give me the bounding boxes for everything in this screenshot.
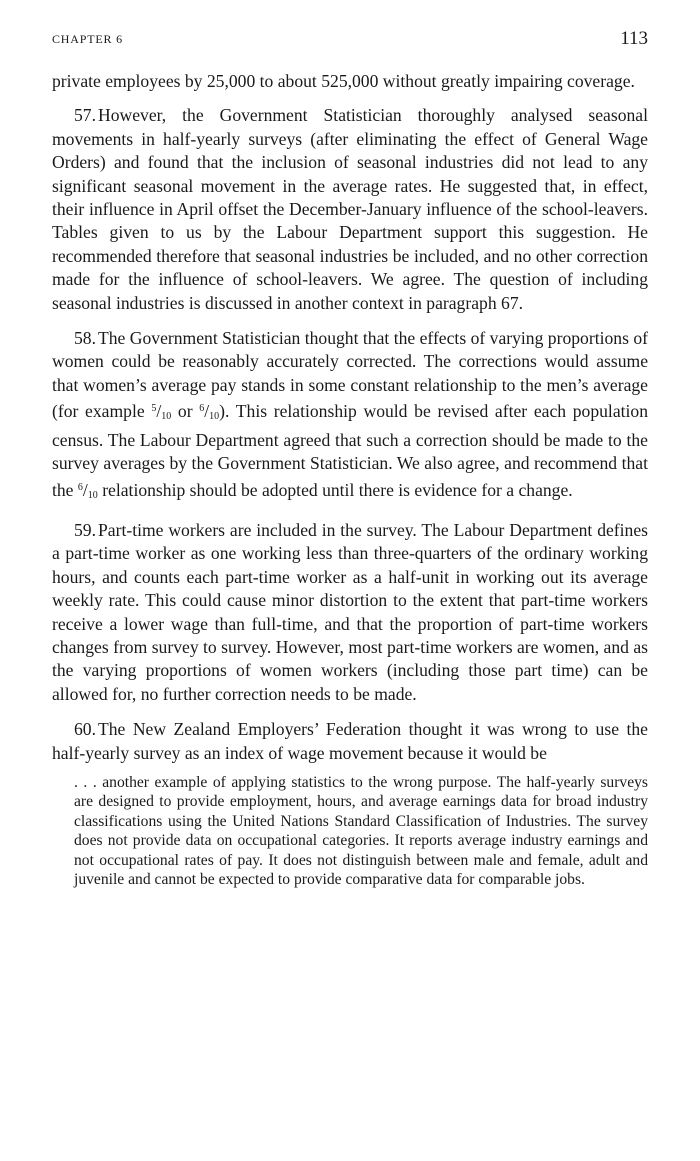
paragraph-text: relationship should be adopted until there is evidence for a change. <box>97 479 573 500</box>
fraction-slash: / <box>82 479 88 500</box>
fraction-denominator: 10 <box>87 489 98 501</box>
paragraph-text: ). This relationship would be revised after each population census. The Labour Department agreed that such a correction should be made to the survey averages by the Government Statistician. We also agree, and recommend that the <box>52 401 649 500</box>
paragraph-59 <box>52 519 648 706</box>
fraction-numerator: 6 <box>77 481 83 493</box>
block-quote: . . . another example of applying statistics to the wrong purpose. The half-yearly surveys are designed to provide employment, hours, and average earnings data for broad industry classifications using the United Nations Standard Classification of Industries. The survey does not provide data on occupational categories. It reports average industry earnings and not occupational rates of pay. It does not distinguish between male and female, adult and juvenile and cannot be expected to provide comparative data for comparable jobs. <box>74 773 648 888</box>
paragraph-60 <box>52 718 648 765</box>
paragraph-text: The Government Statistician thought that the effects of varying proportions of women could be reasonably accurately corrected. The corrections would assume that women’s average pay stands in some constant relationship to the men’s average (for example <box>52 328 648 422</box>
paragraph-text: However, the Government Statistician thoroughly analysed seasonal movements in half-yearly surveys (after eliminating the effect of General Wage Orders) and found that the inclusion of seasonal industries did not lead to any significant seasonal movement in the average rates. He suggested that, in effect, their influence in April offset the December-January influence of the school-leavers. Tables given to us by the Labour Department support this suggestion. He recommended therefore that seasonal industries be included, and no other correction made for the influence of school-leavers. We agree. The question of including seasonal industries is discussed in another context in paragraph 67. <box>52 105 648 313</box>
fraction-numerator: 5 <box>151 403 157 415</box>
paragraph-58 <box>52 327 648 507</box>
fraction-numerator: 6 <box>199 403 205 415</box>
paragraph-text: private employees by 25,000 to about 525,000 without greatly impairing coverage. <box>52 71 635 91</box>
page-number: 113 <box>620 28 648 49</box>
paragraph-number: 59. <box>74 519 96 540</box>
paragraph-text: or <box>171 401 200 422</box>
fraction <box>199 401 219 421</box>
chapter-label: CHAPTER 6 <box>52 32 123 46</box>
paragraph-text: Part-time workers are included in the survey. The Labour Department defines a part-time worker as one working less than three-quarters of the ordinary working hours, and counts each part-time worker as a half-unit in working out its average weekly rate. This could cause minor distortion to the extent that part-time workers receive a lower wage than full-time, and that the proportion of part-time workers changes from survey to survey. However, most part-time workers are women, and as the varying proportions of women workers (including those part time) can be allowed for, no further correction needs to be made. <box>52 519 648 704</box>
paragraph-57 <box>52 104 648 315</box>
running-head <box>52 28 648 52</box>
fraction-slash: / <box>156 401 162 422</box>
fraction <box>151 401 171 421</box>
fraction-denominator: 10 <box>209 411 220 423</box>
body-text <box>52 70 648 889</box>
paragraph-text: The New Zealand Employers’ Federation thought it was wrong to use the half-yearly survey as an index of wage movement because it would be <box>52 719 648 763</box>
paragraph-continued <box>52 70 648 93</box>
paragraph-number: 58. <box>74 328 96 349</box>
fraction-denominator: 10 <box>161 411 172 423</box>
paragraph-number: 57. <box>74 105 96 126</box>
fraction-slash: / <box>204 401 210 422</box>
paragraph-number: 60. <box>74 719 96 740</box>
fraction <box>78 480 98 500</box>
